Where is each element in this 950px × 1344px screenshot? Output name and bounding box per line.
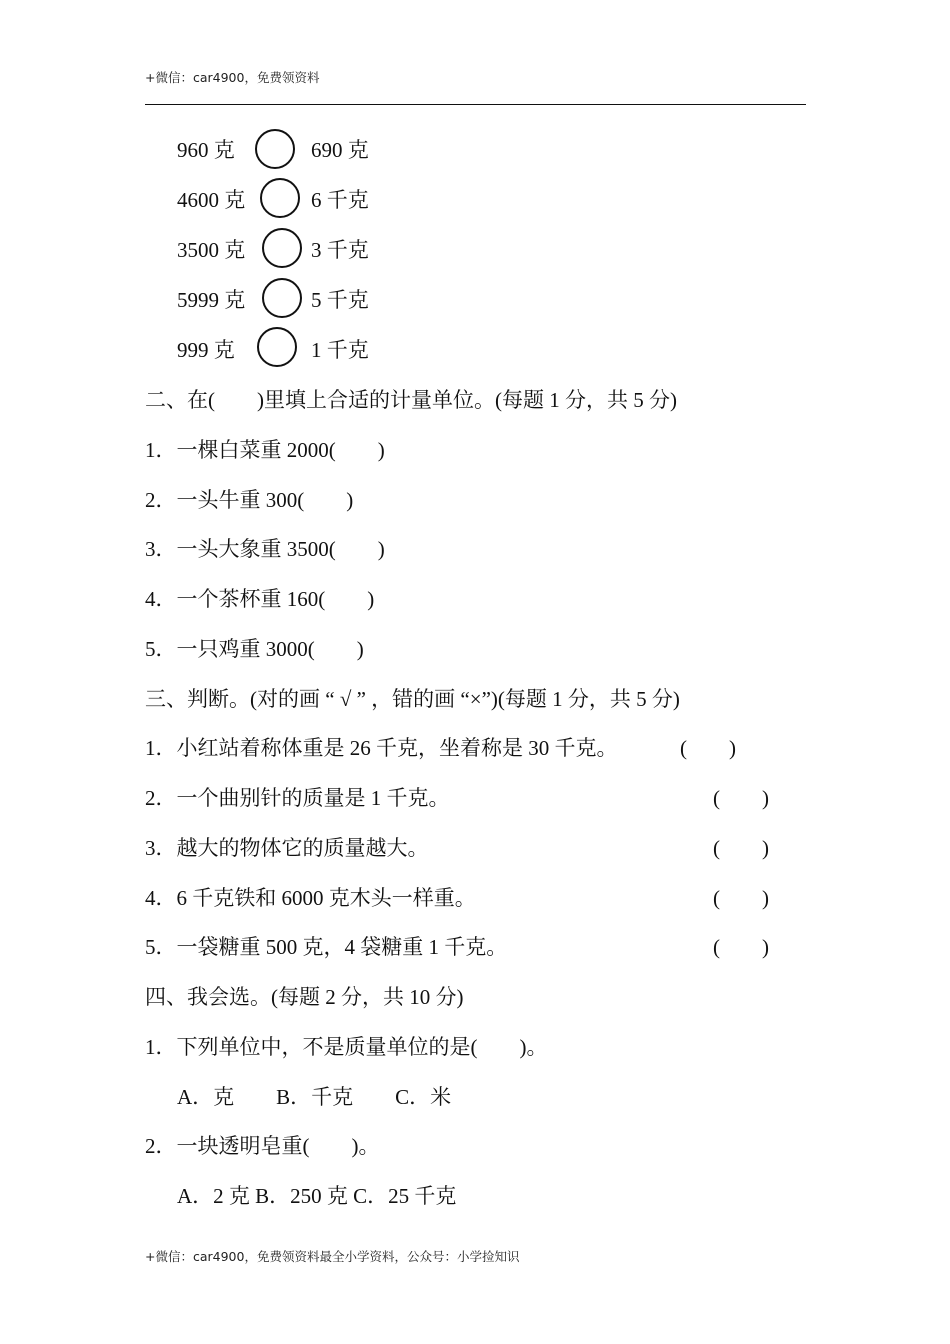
answer-circle[interactable] (257, 327, 297, 367)
judge-item: 3．越大的物体它的质量越大。 (145, 836, 429, 860)
header-note: +微信：car4900，免费领资料 (145, 70, 320, 85)
section-2-title: 二、在( )里填上合适的计量单位。(每题 1 分，共 5 分) (145, 388, 677, 412)
fill-item[interactable]: 3．一头大象重 3500( ) (145, 537, 385, 561)
compare-right: 1 千克 (311, 338, 369, 362)
judge-bracket[interactable]: ( ) (713, 836, 769, 860)
compare-right: 690 克 (311, 138, 369, 162)
choice-question: 2．一块透明皂重( )。 (145, 1134, 380, 1158)
judge-item: 5．一袋糖重 500 克，4 袋糖重 1 千克。 (145, 935, 508, 959)
answer-circle[interactable] (255, 129, 295, 169)
answer-circle[interactable] (262, 228, 302, 268)
choice-options[interactable]: A．2 克 B．250 克 C．25 千克 (177, 1184, 457, 1208)
compare-left: 3500 克 (177, 238, 246, 262)
judge-bracket[interactable]: ( ) (713, 935, 769, 959)
judge-bracket[interactable]: ( ) (680, 736, 736, 760)
judge-bracket[interactable]: ( ) (713, 886, 769, 910)
compare-left: 999 克 (177, 338, 235, 362)
header-divider (145, 104, 806, 105)
judge-item: 4．6 千克铁和 6000 克木头一样重。 (145, 886, 476, 910)
compare-left: 4600 克 (177, 188, 246, 212)
answer-circle[interactable] (260, 178, 300, 218)
choice-options[interactable]: A．克 B．千克 C．米 (177, 1085, 452, 1109)
judge-bracket[interactable]: ( ) (713, 786, 769, 810)
judge-item: 1．小红站着称体重是 26 千克，坐着称是 30 千克。 (145, 736, 618, 760)
compare-right: 6 千克 (311, 188, 369, 212)
section-3-title: 三、判断。(对的画 “ √ ” ，错的画 “×”)(每题 1 分，共 5 分) (145, 687, 680, 711)
answer-circle[interactable] (262, 278, 302, 318)
compare-left: 5999 克 (177, 288, 246, 312)
compare-right: 5 千克 (311, 288, 369, 312)
choice-question: 1．下列单位中，不是质量单位的是( )。 (145, 1035, 548, 1059)
section-4-title: 四、我会选。(每题 2 分，共 10 分) (145, 985, 464, 1009)
fill-item[interactable]: 4．一个茶杯重 160( ) (145, 587, 375, 611)
compare-right: 3 千克 (311, 238, 369, 262)
fill-item[interactable]: 2．一头牛重 300( ) (145, 488, 354, 512)
judge-item: 2．一个曲别针的质量是 1 千克。 (145, 786, 450, 810)
compare-left: 960 克 (177, 138, 235, 162)
footer-note: +微信：car4900，免费领资料最全小学资料，公众号：小学捡知识 (145, 1249, 520, 1264)
fill-item[interactable]: 5．一只鸡重 3000( ) (145, 637, 364, 661)
fill-item[interactable]: 1．一棵白菜重 2000( ) (145, 438, 385, 462)
